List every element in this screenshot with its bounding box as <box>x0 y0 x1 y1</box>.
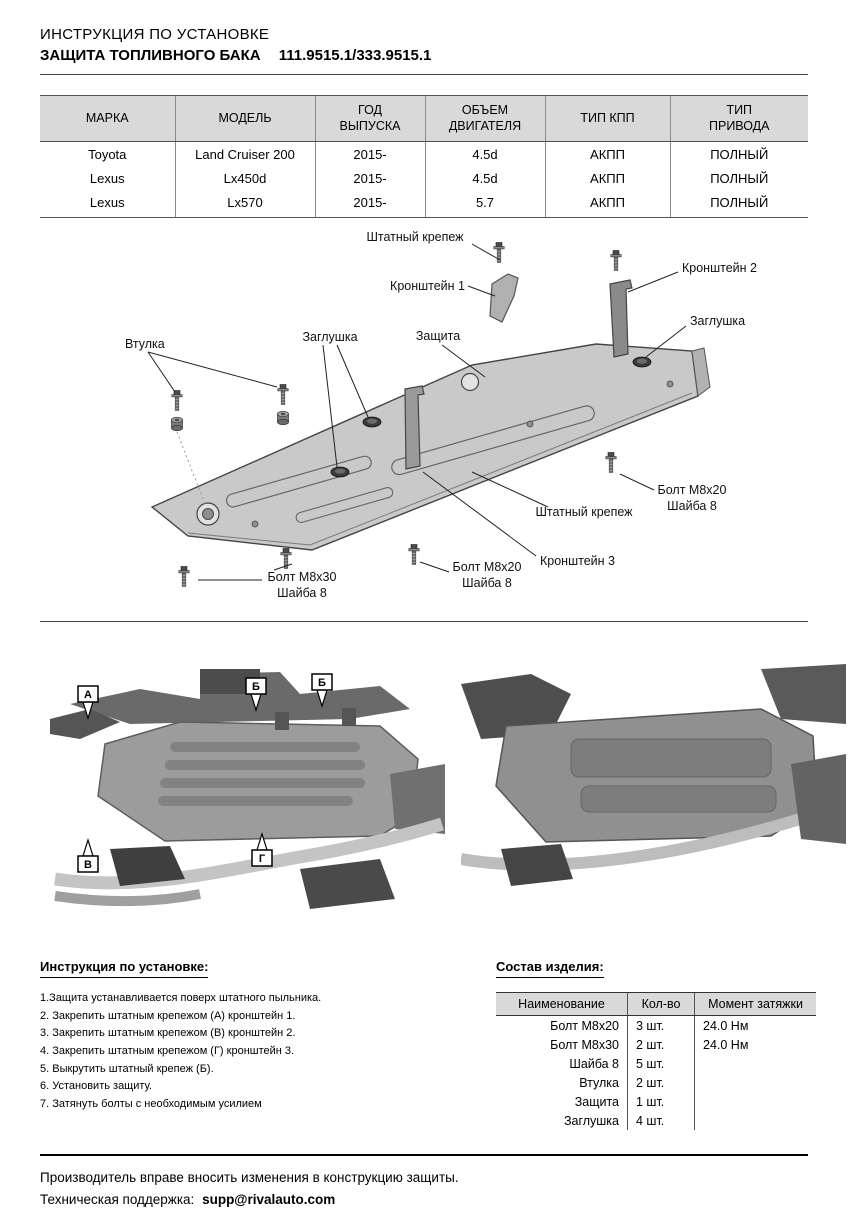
cell-gearbox: АКПП <box>545 142 670 167</box>
instruction-step: 1.Защита устанавливается поверх штатного пыльника. <box>40 992 322 1005</box>
fitment-row <box>40 142 808 167</box>
label-washer8-mid: Шайба 8 <box>462 576 512 591</box>
cell-gearbox: АКПП <box>545 190 670 218</box>
cell-year: 2015- <box>315 142 425 167</box>
footer-divider <box>40 1154 808 1156</box>
cell-engine: 4.5d <box>425 166 545 190</box>
installation-instructions <box>40 958 480 1130</box>
cell-drive: ПОЛНЫЙ <box>670 166 808 190</box>
cell-brand: Toyota <box>88 146 127 162</box>
instruction-step: 7. Затянуть болты с необходимым усилием <box>40 1097 262 1110</box>
instruction-step: 2. Закрепить штатным крепежом (А) кронштейн 1. <box>40 1009 296 1022</box>
parts-header-row <box>496 993 816 1016</box>
col-header-engine: ОБЪЕМ ДВИГАТЕЛЯ <box>425 96 545 142</box>
cell-model: Land Cruiser 200 <box>175 142 315 167</box>
cell-year: 2015- <box>315 190 425 218</box>
part-torque: 24.0 Нм <box>695 1035 817 1054</box>
shield-plate <box>152 344 710 550</box>
parts-table <box>496 992 816 1130</box>
exploded-diagram <box>40 224 808 611</box>
plug-icon <box>633 357 651 367</box>
label-factory-hardware-bottom: Штатный крепеж <box>535 505 633 520</box>
product-name: ЗАЩИТА ТОПЛИВНОГО БАКА <box>40 47 261 64</box>
bolt-icon <box>611 251 621 271</box>
parts-list <box>480 958 816 1130</box>
part-torque: 24.0 Нм <box>695 1016 817 1036</box>
part-name: Заглушка <box>563 1113 619 1128</box>
label-washer8-left: Шайба 8 <box>277 586 327 601</box>
part-qty: 5 шт. <box>628 1054 695 1073</box>
part-qty: 2 шт. <box>628 1035 695 1054</box>
part-name: Шайба 8 <box>569 1056 619 1071</box>
part-numbers: 111.9515.1/333.9515.1 <box>278 47 432 64</box>
support-email: supp@rivalauto.com <box>202 1192 336 1208</box>
support-label: Техническая поддержка: <box>40 1192 195 1208</box>
bolt-icon <box>409 545 419 565</box>
col-header-torque: Момент затяжки <box>695 993 817 1016</box>
label-bushing: Втулка <box>125 337 165 352</box>
col-header-year: ГОД ВЫПУСКА <box>315 96 425 142</box>
fitment-header-row <box>40 96 808 142</box>
fitment-row <box>40 190 808 218</box>
cell-engine: 5.7 <box>425 190 545 218</box>
label-plug-left: Заглушка <box>302 330 358 345</box>
instruction-step: 5. Выкрутить штатный крепеж (Б). <box>40 1062 214 1075</box>
document-header <box>40 26 808 64</box>
bolt-icon <box>172 391 182 411</box>
plug-icon <box>331 467 349 477</box>
label-bracket1: Кронштейн 1 <box>390 279 465 294</box>
label-bolt-m8x20-mid: Болт М8х20 <box>452 560 522 575</box>
cell-drive: ПОЛНЫЙ <box>670 142 808 167</box>
col-header-model: МОДЕЛЬ <box>175 96 315 142</box>
cell-drive: ПОЛНЫЙ <box>670 190 808 218</box>
callout-V <box>78 840 98 872</box>
instruction-step: 3. Закрепить штатным крепежом (В) кронштейн 2. <box>40 1027 296 1040</box>
parts-row <box>496 1092 816 1111</box>
svg-text:Б: Б <box>252 681 260 694</box>
doc-title-line1: ИНСТРУКЦИЯ ПО УСТАНОВКЕ <box>40 26 270 43</box>
plug-icon <box>363 417 381 427</box>
parts-row <box>496 1035 816 1054</box>
instruction-sheet <box>0 26 848 1226</box>
col-header-gearbox: ТИП КПП <box>545 96 670 142</box>
bushing-icon <box>172 417 183 431</box>
photo-left <box>50 664 445 924</box>
parts-row <box>496 1073 816 1092</box>
bolt-icon <box>606 453 616 473</box>
parts-row <box>496 1054 816 1073</box>
instructions-title: Инструкция по установке: <box>40 959 208 978</box>
svg-text:Г: Г <box>258 853 266 866</box>
label-shield: Защита <box>415 329 461 344</box>
parts-row <box>496 1111 816 1130</box>
part-torque <box>695 1111 817 1130</box>
part-torque <box>695 1054 817 1073</box>
cell-engine: 4.5d <box>425 142 545 167</box>
parts-row <box>496 1016 816 1036</box>
disclaimer-text: Производитель вправе вносить изменения в конструкцию защиты. <box>40 1170 459 1186</box>
doc-title-line2 <box>40 47 808 64</box>
cell-model: Lx570 <box>175 190 315 218</box>
part-torque <box>695 1073 817 1092</box>
label-bolt-m8x30: Болт М8х30 <box>267 570 337 585</box>
part-qty: 4 шт. <box>628 1111 695 1130</box>
col-header-drive: ТИП ПРИВОДА <box>670 96 808 142</box>
svg-text:А: А <box>84 689 92 702</box>
bolt-icon <box>281 549 291 569</box>
part-name: Втулка <box>579 1075 619 1090</box>
instruction-step: 4. Закрепить штатным крепежом (Г) кронштейн 3. <box>40 1045 295 1058</box>
bushing-icon <box>278 411 289 425</box>
label-bracket2: Кронштейн 2 <box>682 261 757 276</box>
part-name: Болт М8х20 <box>550 1018 619 1033</box>
svg-text:Б: Б <box>318 677 326 690</box>
cell-gearbox: АКПП <box>545 166 670 190</box>
label-plug-right: Заглушка <box>690 314 746 329</box>
part-name: Защита <box>574 1094 619 1109</box>
label-bracket3: Кронштейн 3 <box>540 554 615 569</box>
part-qty: 1 шт. <box>628 1092 695 1111</box>
photo-right <box>461 664 846 899</box>
fitment-row <box>40 166 808 190</box>
part-qty: 3 шт. <box>628 1016 695 1036</box>
part-torque <box>695 1092 817 1111</box>
fitment-table <box>40 95 808 218</box>
header-divider <box>40 74 808 75</box>
installed-photos <box>50 664 848 924</box>
bracket-1-part <box>490 274 518 322</box>
document-footer <box>40 1170 808 1207</box>
label-washer8-right: Шайба 8 <box>667 499 717 514</box>
label-factory-hardware-top: Штатный крепеж <box>366 230 464 245</box>
section-divider <box>40 621 808 622</box>
svg-text:В: В <box>84 859 92 872</box>
instruction-step: 6. Установить защиту. <box>40 1080 152 1093</box>
bottom-section <box>40 958 808 1130</box>
cell-brand: Lexus <box>89 170 125 186</box>
cell-model: Lx450d <box>175 166 315 190</box>
part-qty: 2 шт. <box>628 1073 695 1092</box>
col-header-part-name: Наименование <box>496 993 628 1016</box>
label-bolt-m8x20-right: Болт М8х20 <box>657 483 727 498</box>
exploded-diagram-svg <box>40 224 808 606</box>
parts-title: Состав изделия: <box>496 959 604 978</box>
cell-brand: Lexus <box>40 190 175 218</box>
col-header-qty: Кол-во <box>628 993 695 1016</box>
part-name: Болт М8х30 <box>550 1037 619 1052</box>
cell-year: 2015- <box>315 166 425 190</box>
col-header-brand: МАРКА <box>40 96 175 142</box>
bolt-icon <box>278 385 288 405</box>
bolt-icon <box>179 567 189 587</box>
